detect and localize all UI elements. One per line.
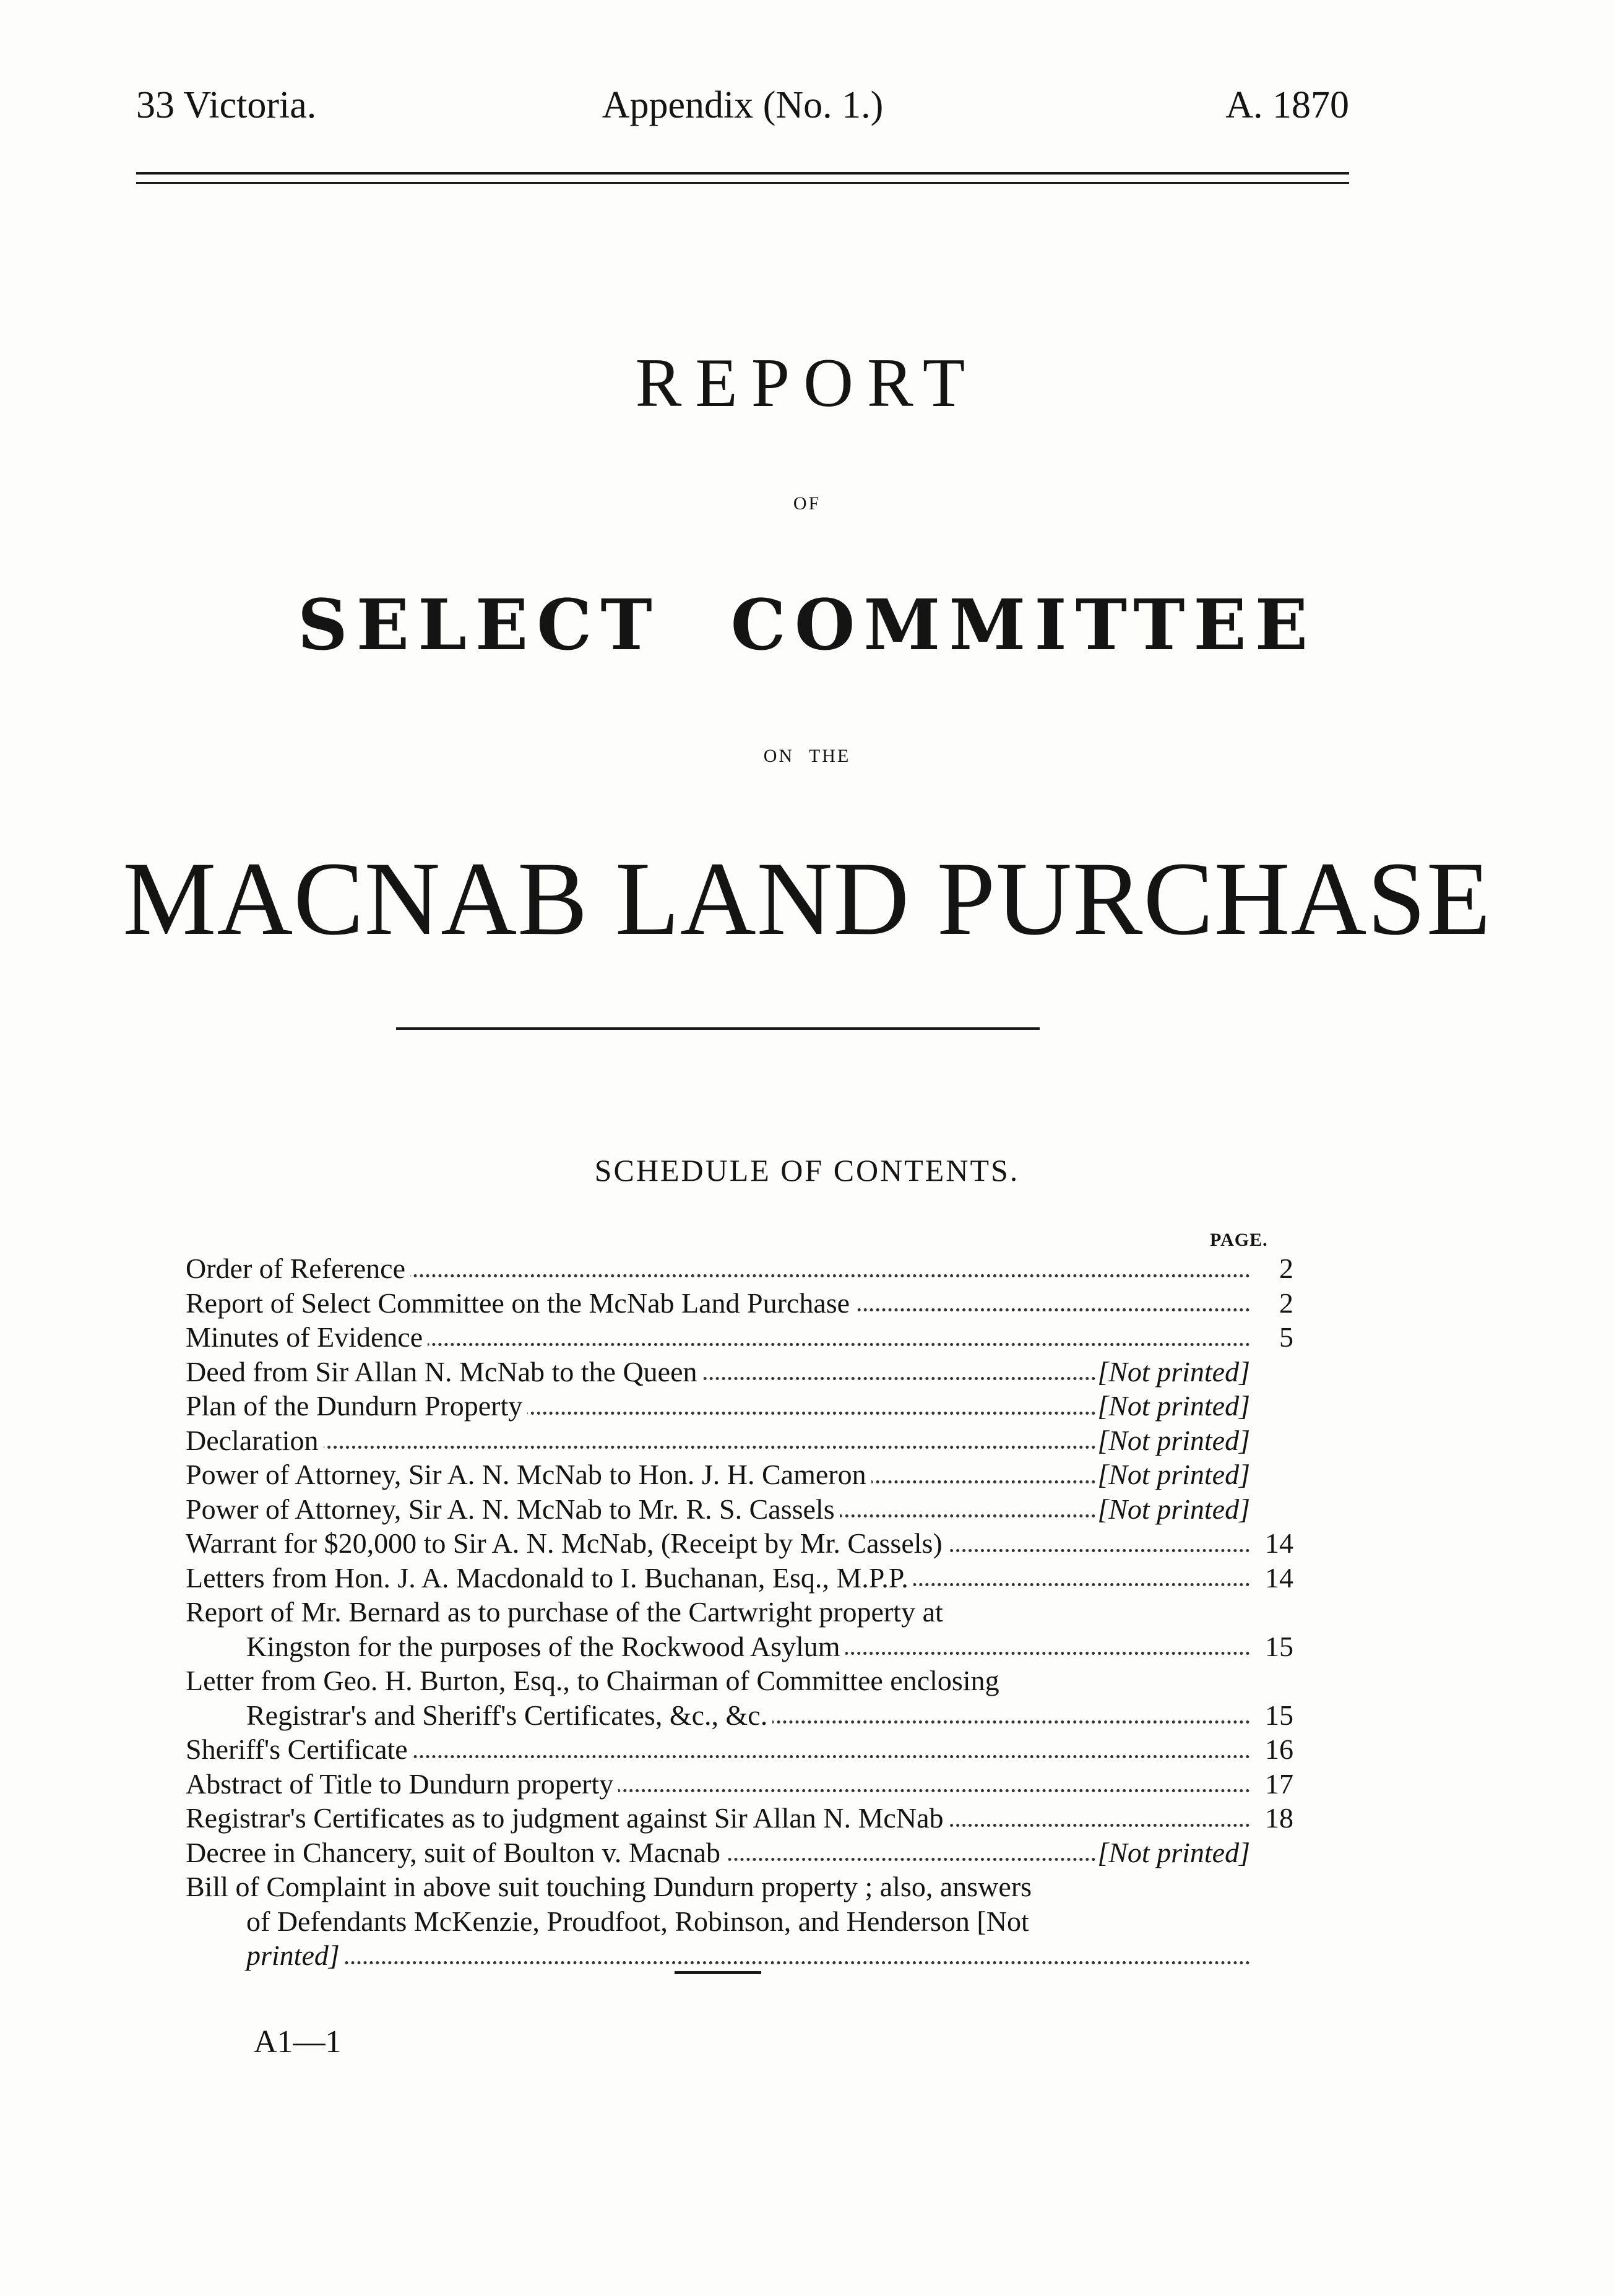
toc-entry-text: Declaration <box>186 1425 324 1456</box>
toc-not-printed: [Not printed] <box>1097 1389 1250 1423</box>
toc-row <box>186 1767 1293 1802</box>
toc-page-number: 2 <box>1279 1253 1293 1284</box>
toc-entry-text: Letter from Geo. H. Burton, Esq., to Chairman of Committee enclosing <box>186 1665 1004 1696</box>
dot-leader <box>186 1446 1250 1449</box>
toc-entry-text: Power of Attorney, Sir A. N. McNab to Hon. J. H. Cameron <box>186 1459 871 1490</box>
header-double-rule <box>136 172 1349 184</box>
section-divider <box>396 1027 1040 1030</box>
toc-entry-text: Bill of Complaint in above suit touching Dundurn property ; also, answers <box>186 1871 1037 1902</box>
header-session: 33 Victoria. <box>136 84 317 126</box>
toc-not-printed: [Not printed] <box>1097 1355 1250 1389</box>
toc-row <box>186 1870 1293 1904</box>
toc-entry-text: Warrant for $20,000 to Sir A. N. McNab, (Receipt by Mr. Cassels) <box>186 1527 947 1559</box>
toc-not-printed: [Not printed] <box>1097 1423 1250 1458</box>
toc-row <box>186 1561 1293 1595</box>
toc-page-number: 18 <box>1265 1802 1293 1834</box>
header-appendix: Appendix (No. 1.) <box>602 84 884 126</box>
toc-entry-text: Power of Attorney, Sir A. N. McNab to Mr. R. S. Cassels <box>186 1493 840 1525</box>
schedule-heading: SCHEDULE OF CONTENTS. <box>594 1153 1020 1188</box>
toc-page-number: 15 <box>1265 1630 1293 1662</box>
toc-row <box>186 1286 1293 1321</box>
toc-not-printed: [Not printed] <box>1097 1457 1250 1492</box>
closing-rule <box>675 1971 761 1974</box>
toc-entry-text: Letters from Hon. J. A. Macdonald to I. Buchanan, Esq., M.P.P. <box>186 1562 913 1594</box>
dot-leader <box>246 1961 1250 1964</box>
toc-entry-text: Sheriff's Certificate <box>186 1733 413 1765</box>
toc-entry-text: Report of Mr. Bernard as to purchase of the Cartwright property at <box>186 1596 948 1628</box>
toc-row <box>186 1629 1293 1664</box>
toc-row <box>186 1904 1293 1939</box>
toc-entry-text: Abstract of Title to Dundurn property <box>186 1768 618 1800</box>
toc-entry-text: Report of Select Committee on the McNab Land Purchase <box>186 1287 855 1319</box>
page-column-label: PAGE. <box>1210 1230 1268 1250</box>
toc-row <box>186 1355 1293 1389</box>
toc-entry-text: Plan of the Dundurn Property <box>186 1390 527 1422</box>
toc-row <box>186 1526 1293 1561</box>
toc-entry-text: Deed from Sir Allan N. McNab to the Queen <box>186 1356 702 1388</box>
toc-entry-text: Minutes of Evidence <box>186 1321 428 1353</box>
title-subject: MACNAB LAND PURCHASE <box>123 840 1491 957</box>
toc-page-number: 16 <box>1265 1733 1293 1765</box>
toc-not-printed: [Not printed] <box>1097 1492 1250 1527</box>
toc-row <box>186 1664 1293 1698</box>
toc-not-printed: [Not printed] <box>1097 1836 1250 1870</box>
toc-row <box>186 1389 1293 1423</box>
toc-row <box>186 1492 1293 1527</box>
toc-page-number: 15 <box>1265 1699 1293 1731</box>
header-year: A. 1870 <box>1225 84 1349 126</box>
title-on-the: ON THE <box>763 746 851 766</box>
toc-row <box>186 1457 1293 1492</box>
toc-entry-text: Registrar's Certificates as to judgment against Sir Allan N. McNab <box>186 1802 948 1834</box>
toc-row <box>186 1251 1293 1286</box>
toc-row <box>186 1801 1293 1836</box>
toc-page-number: 14 <box>1265 1527 1293 1559</box>
toc-row <box>186 1423 1293 1458</box>
toc-page-number: 5 <box>1279 1321 1293 1353</box>
toc-page-number: 14 <box>1265 1561 1293 1594</box>
toc-page-number: 2 <box>1279 1287 1293 1319</box>
toc-entry-text: Decree in Chancery, suit of Boulton v. Macnab <box>186 1837 725 1868</box>
toc-page-number: 17 <box>1265 1767 1293 1800</box>
toc-row <box>186 1938 1293 1973</box>
toc-row <box>186 1698 1293 1733</box>
page-header <box>136 84 1349 139</box>
toc-entry-text: printed] <box>246 1940 345 1971</box>
toc-entry-text: Kingston for the purposes of the Rockwood Asylum <box>246 1631 845 1662</box>
toc-row <box>186 1595 1293 1629</box>
toc-row <box>186 1320 1293 1355</box>
toc-entry-text: Registrar's and Sheriff's Certificates, &c., &c. <box>246 1699 772 1731</box>
title-select-committee: SELECT COMMITTEE <box>297 585 1317 666</box>
signature-mark: A1—1 <box>254 2024 342 2060</box>
toc-row <box>186 1732 1293 1767</box>
toc-entry-text: Order of Reference <box>186 1253 410 1284</box>
toc-row <box>186 1836 1293 1870</box>
title-report: REPORT <box>635 345 979 421</box>
toc-entry-text: of Defendants McKenzie, Proudfoot, Robinson, and Henderson [Not <box>246 1905 1034 1937</box>
title-of: OF <box>793 493 821 514</box>
table-of-contents <box>186 1251 1293 1973</box>
